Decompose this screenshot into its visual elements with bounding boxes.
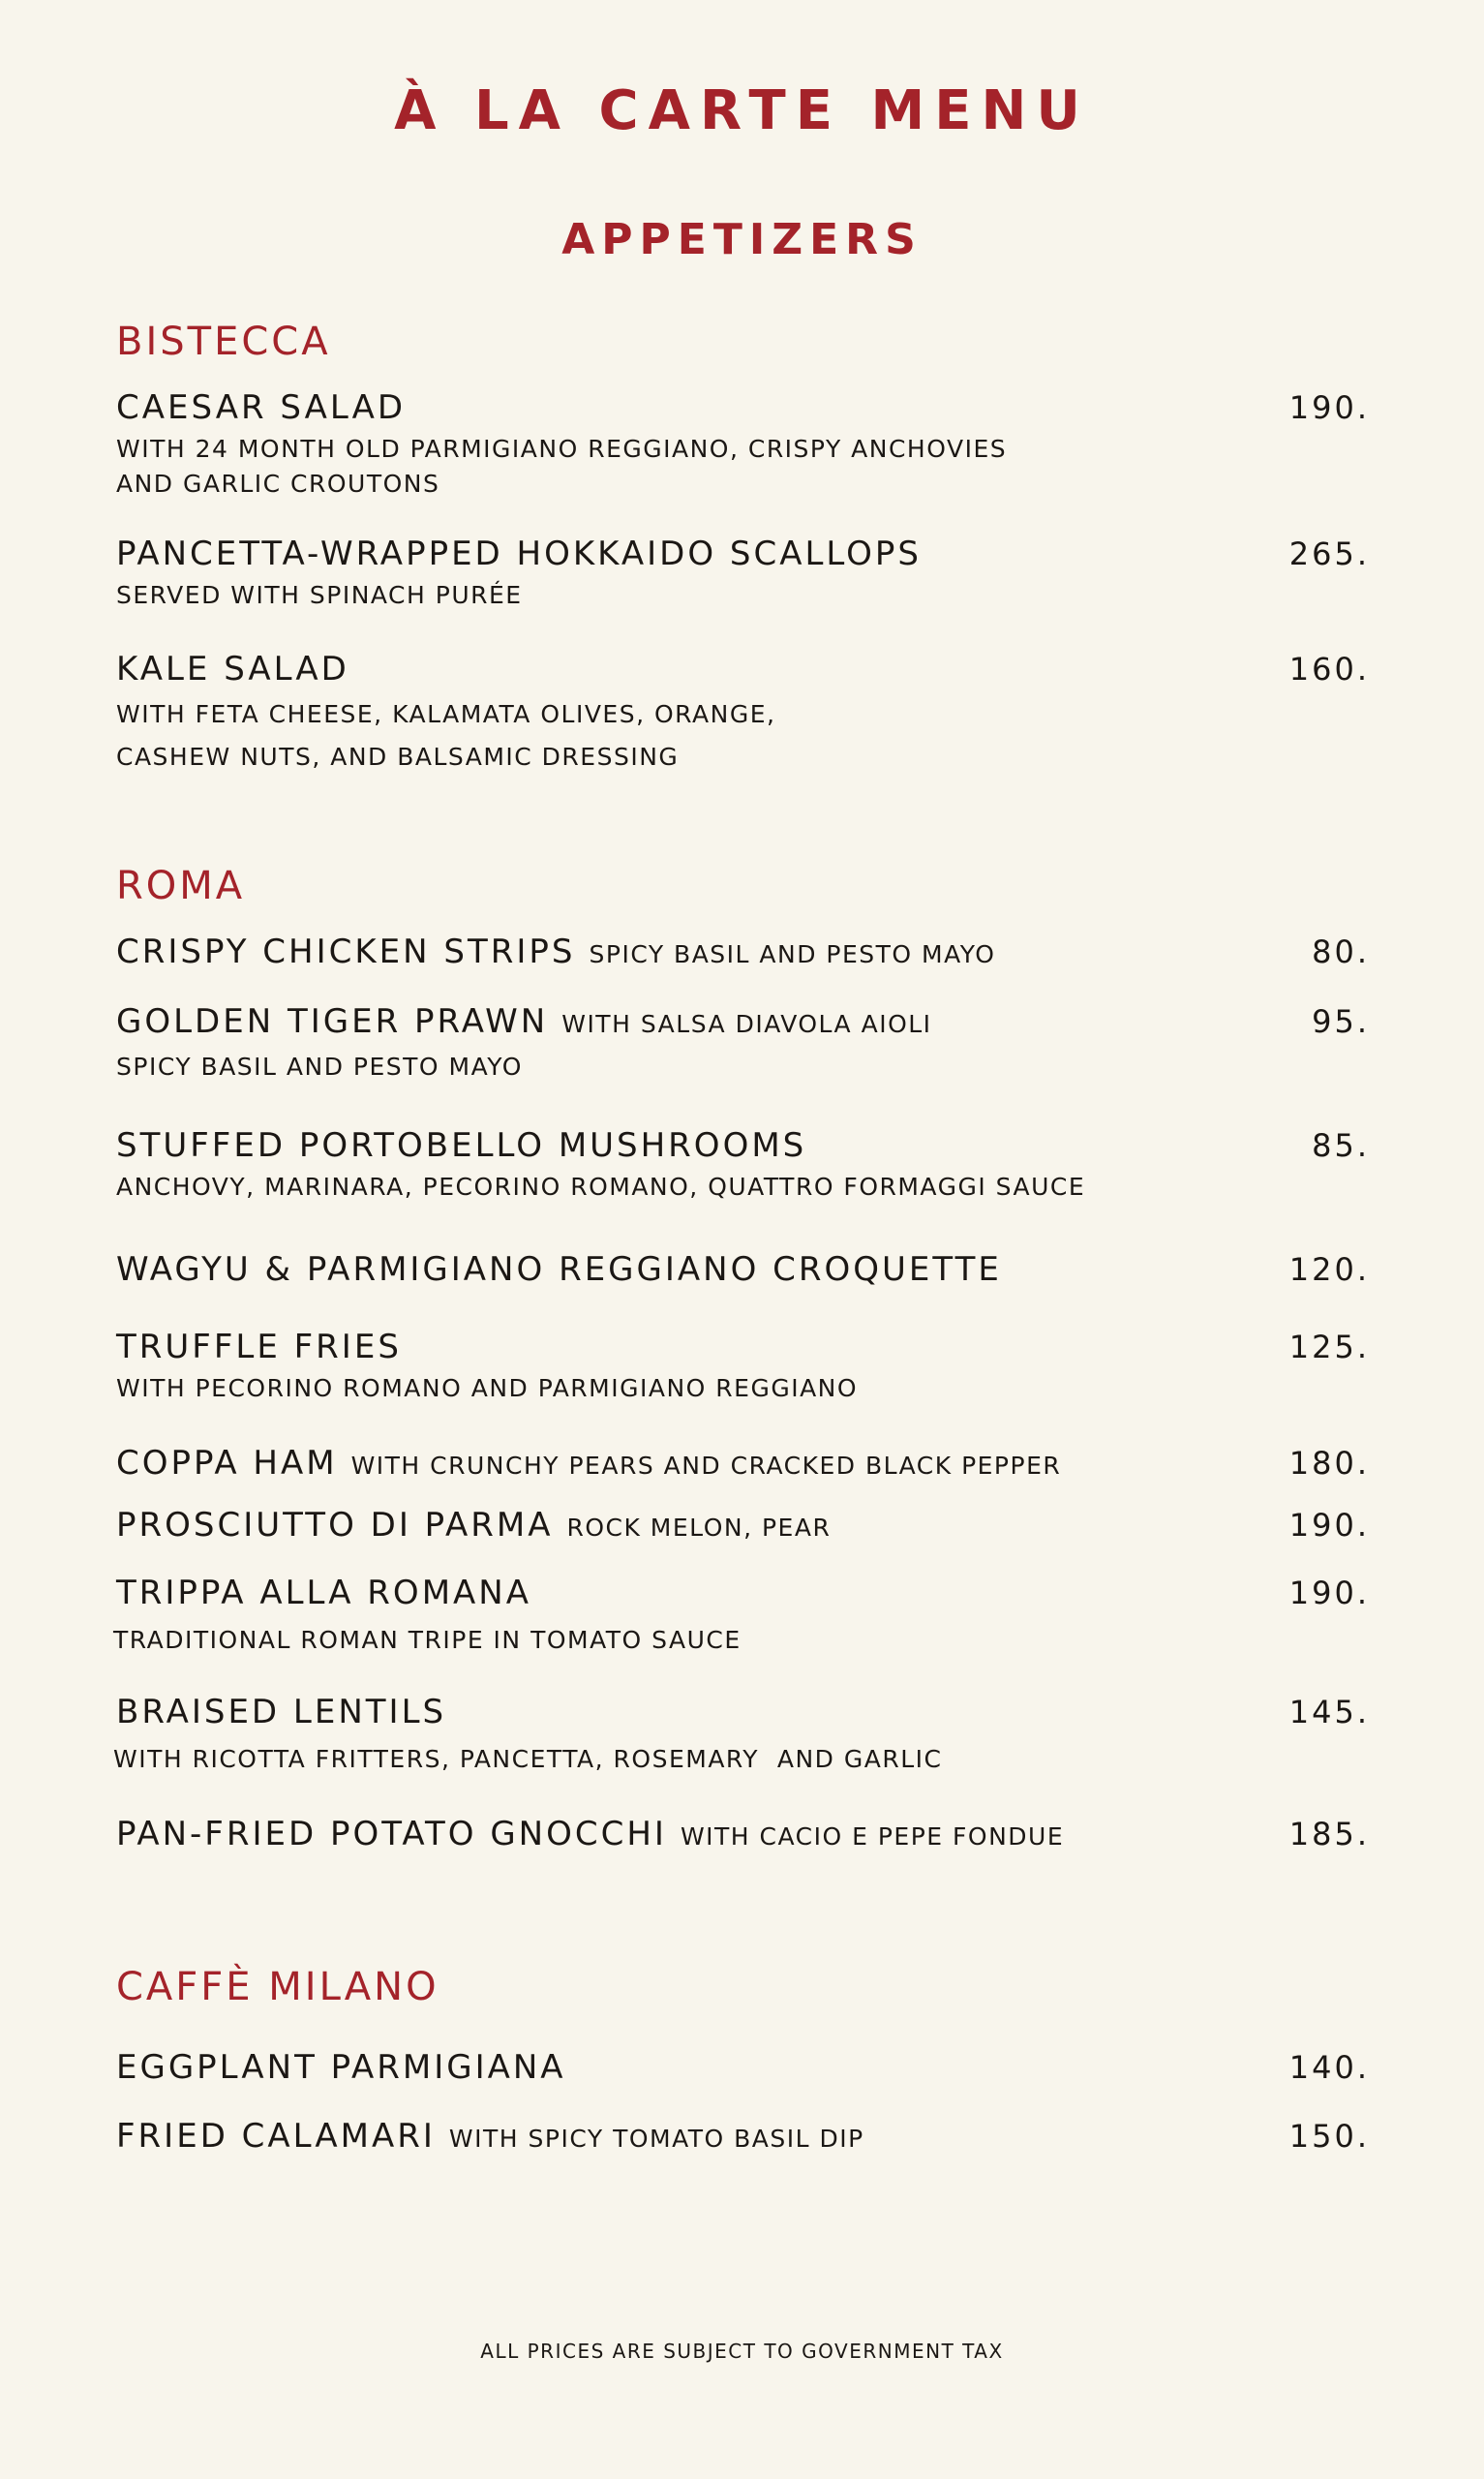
menu-item xyxy=(116,1812,1370,1856)
item-name: COPPA HAM xyxy=(116,1444,338,1483)
item-price: 190. xyxy=(1288,1575,1370,1611)
menu-item xyxy=(116,385,1370,502)
item-price: 145. xyxy=(1288,1694,1370,1730)
item-price: 140. xyxy=(1288,2049,1370,2086)
menu-title: À LA CARTE MENU xyxy=(394,79,1090,142)
item-name: CRISPY CHICKEN STRIPS xyxy=(116,933,576,971)
menu-item xyxy=(113,1690,1370,1777)
item-name: CAESAR SALAD xyxy=(116,388,407,427)
item-name: PANCETTA-WRAPPED HOKKAIDO SCALLOPS xyxy=(116,535,923,573)
item-price: 185. xyxy=(1288,1816,1370,1852)
item-description: SERVED WITH SPINACH PURÉE xyxy=(116,581,523,609)
item-description: AND GARLIC CROUTONS xyxy=(116,470,440,498)
item-price: 120. xyxy=(1288,1251,1370,1288)
section-title-bistecca: BISTECCA xyxy=(116,320,331,364)
item-description: CASHEW NUTS, AND BALSAMIC DRESSING xyxy=(116,743,680,771)
item-name: PAN-FRIED POTATO GNOCCHI xyxy=(116,1815,667,1853)
item-inline-description: ROCK MELON, PEAR xyxy=(566,1514,832,1542)
item-price: 265. xyxy=(1288,536,1370,572)
item-description: WITH PECORINO ROMANO AND PARMIGIANO REGGIANO xyxy=(116,1374,859,1402)
section-title-roma: ROMA xyxy=(116,864,246,908)
menu-subtitle: APPETIZERS xyxy=(561,215,923,264)
item-name: KALE SALAD xyxy=(116,650,349,689)
menu-item xyxy=(116,1503,1370,1547)
item-name: BRAISED LENTILS xyxy=(116,1693,447,1731)
item-price: 190. xyxy=(1288,389,1370,426)
item-name: GOLDEN TIGER PRAWN xyxy=(116,1002,549,1041)
item-description: SPICY BASIL AND PESTO MAYO xyxy=(116,1053,523,1081)
menu-item xyxy=(113,1571,1370,1658)
item-price: 180. xyxy=(1288,1445,1370,1482)
item-price: 150. xyxy=(1288,2118,1370,2155)
item-name: TRUFFLE FRIES xyxy=(116,1328,402,1366)
item-description: WITH RICOTTA FRITTERS, PANCETTA, ROSEMARY AND GARLIC xyxy=(113,1745,943,1773)
item-price: 80. xyxy=(1312,933,1370,970)
menu-item xyxy=(116,1325,1370,1406)
item-name: WAGYU & PARMIGIANO REGGIANO CROQUETTE xyxy=(116,1250,1002,1289)
item-inline-description: SPICY BASIL AND PESTO MAYO xyxy=(589,940,996,968)
item-name: PROSCIUTTO DI PARMA xyxy=(116,1506,554,1545)
item-description: WITH 24 MONTH OLD PARMIGIANO REGGIANO, CRISPY ANCHOVIES xyxy=(116,435,1008,463)
menu-item xyxy=(116,2045,1370,2090)
item-inline-description: WITH SALSA DIAVOLA AIOLI xyxy=(561,1010,932,1038)
menu-item xyxy=(116,999,1370,1085)
item-inline-description: WITH SPICY TOMATO BASIL DIP xyxy=(448,2125,864,2153)
item-price: 85. xyxy=(1312,1127,1370,1164)
item-price: 125. xyxy=(1288,1329,1370,1365)
item-description: TRADITIONAL ROMAN TRIPE IN TOMATO SAUCE xyxy=(113,1626,742,1654)
menu-item xyxy=(116,930,1370,974)
menu-item xyxy=(116,2114,1370,2158)
menu-item xyxy=(116,647,1370,779)
item-inline-description: WITH CACIO E PEPE FONDUE xyxy=(680,1822,1065,1851)
menu-item xyxy=(116,1123,1370,1205)
item-name: TRIPPA ALLA ROMANA xyxy=(116,1574,531,1612)
item-name: EGGPLANT PARMIGIANA xyxy=(116,2048,566,2087)
section-title-caffe-milano: CAFFÈ MILANO xyxy=(116,1965,439,2009)
menu-item xyxy=(116,1441,1370,1485)
item-price: 190. xyxy=(1288,1507,1370,1544)
item-price: 160. xyxy=(1288,651,1370,688)
item-name: FRIED CALAMARI xyxy=(116,2117,436,2156)
item-price: 95. xyxy=(1312,1003,1370,1040)
menu-item xyxy=(116,532,1370,613)
item-inline-description: WITH CRUNCHY PEARS AND CRACKED BLACK PEPPER xyxy=(350,1452,1062,1480)
tax-footnote: ALL PRICES ARE SUBJECT TO GOVERNMENT TAX xyxy=(480,2340,1004,2363)
item-name: STUFFED PORTOBELLO MUSHROOMS xyxy=(116,1126,807,1165)
menu-item xyxy=(116,1247,1370,1292)
item-description: WITH FETA CHEESE, KALAMATA OLIVES, ORANGE, xyxy=(116,700,776,728)
item-description: ANCHOVY, MARINARA, PECORINO ROMANO, QUATTRO FORMAGGI SAUCE xyxy=(116,1173,1086,1201)
